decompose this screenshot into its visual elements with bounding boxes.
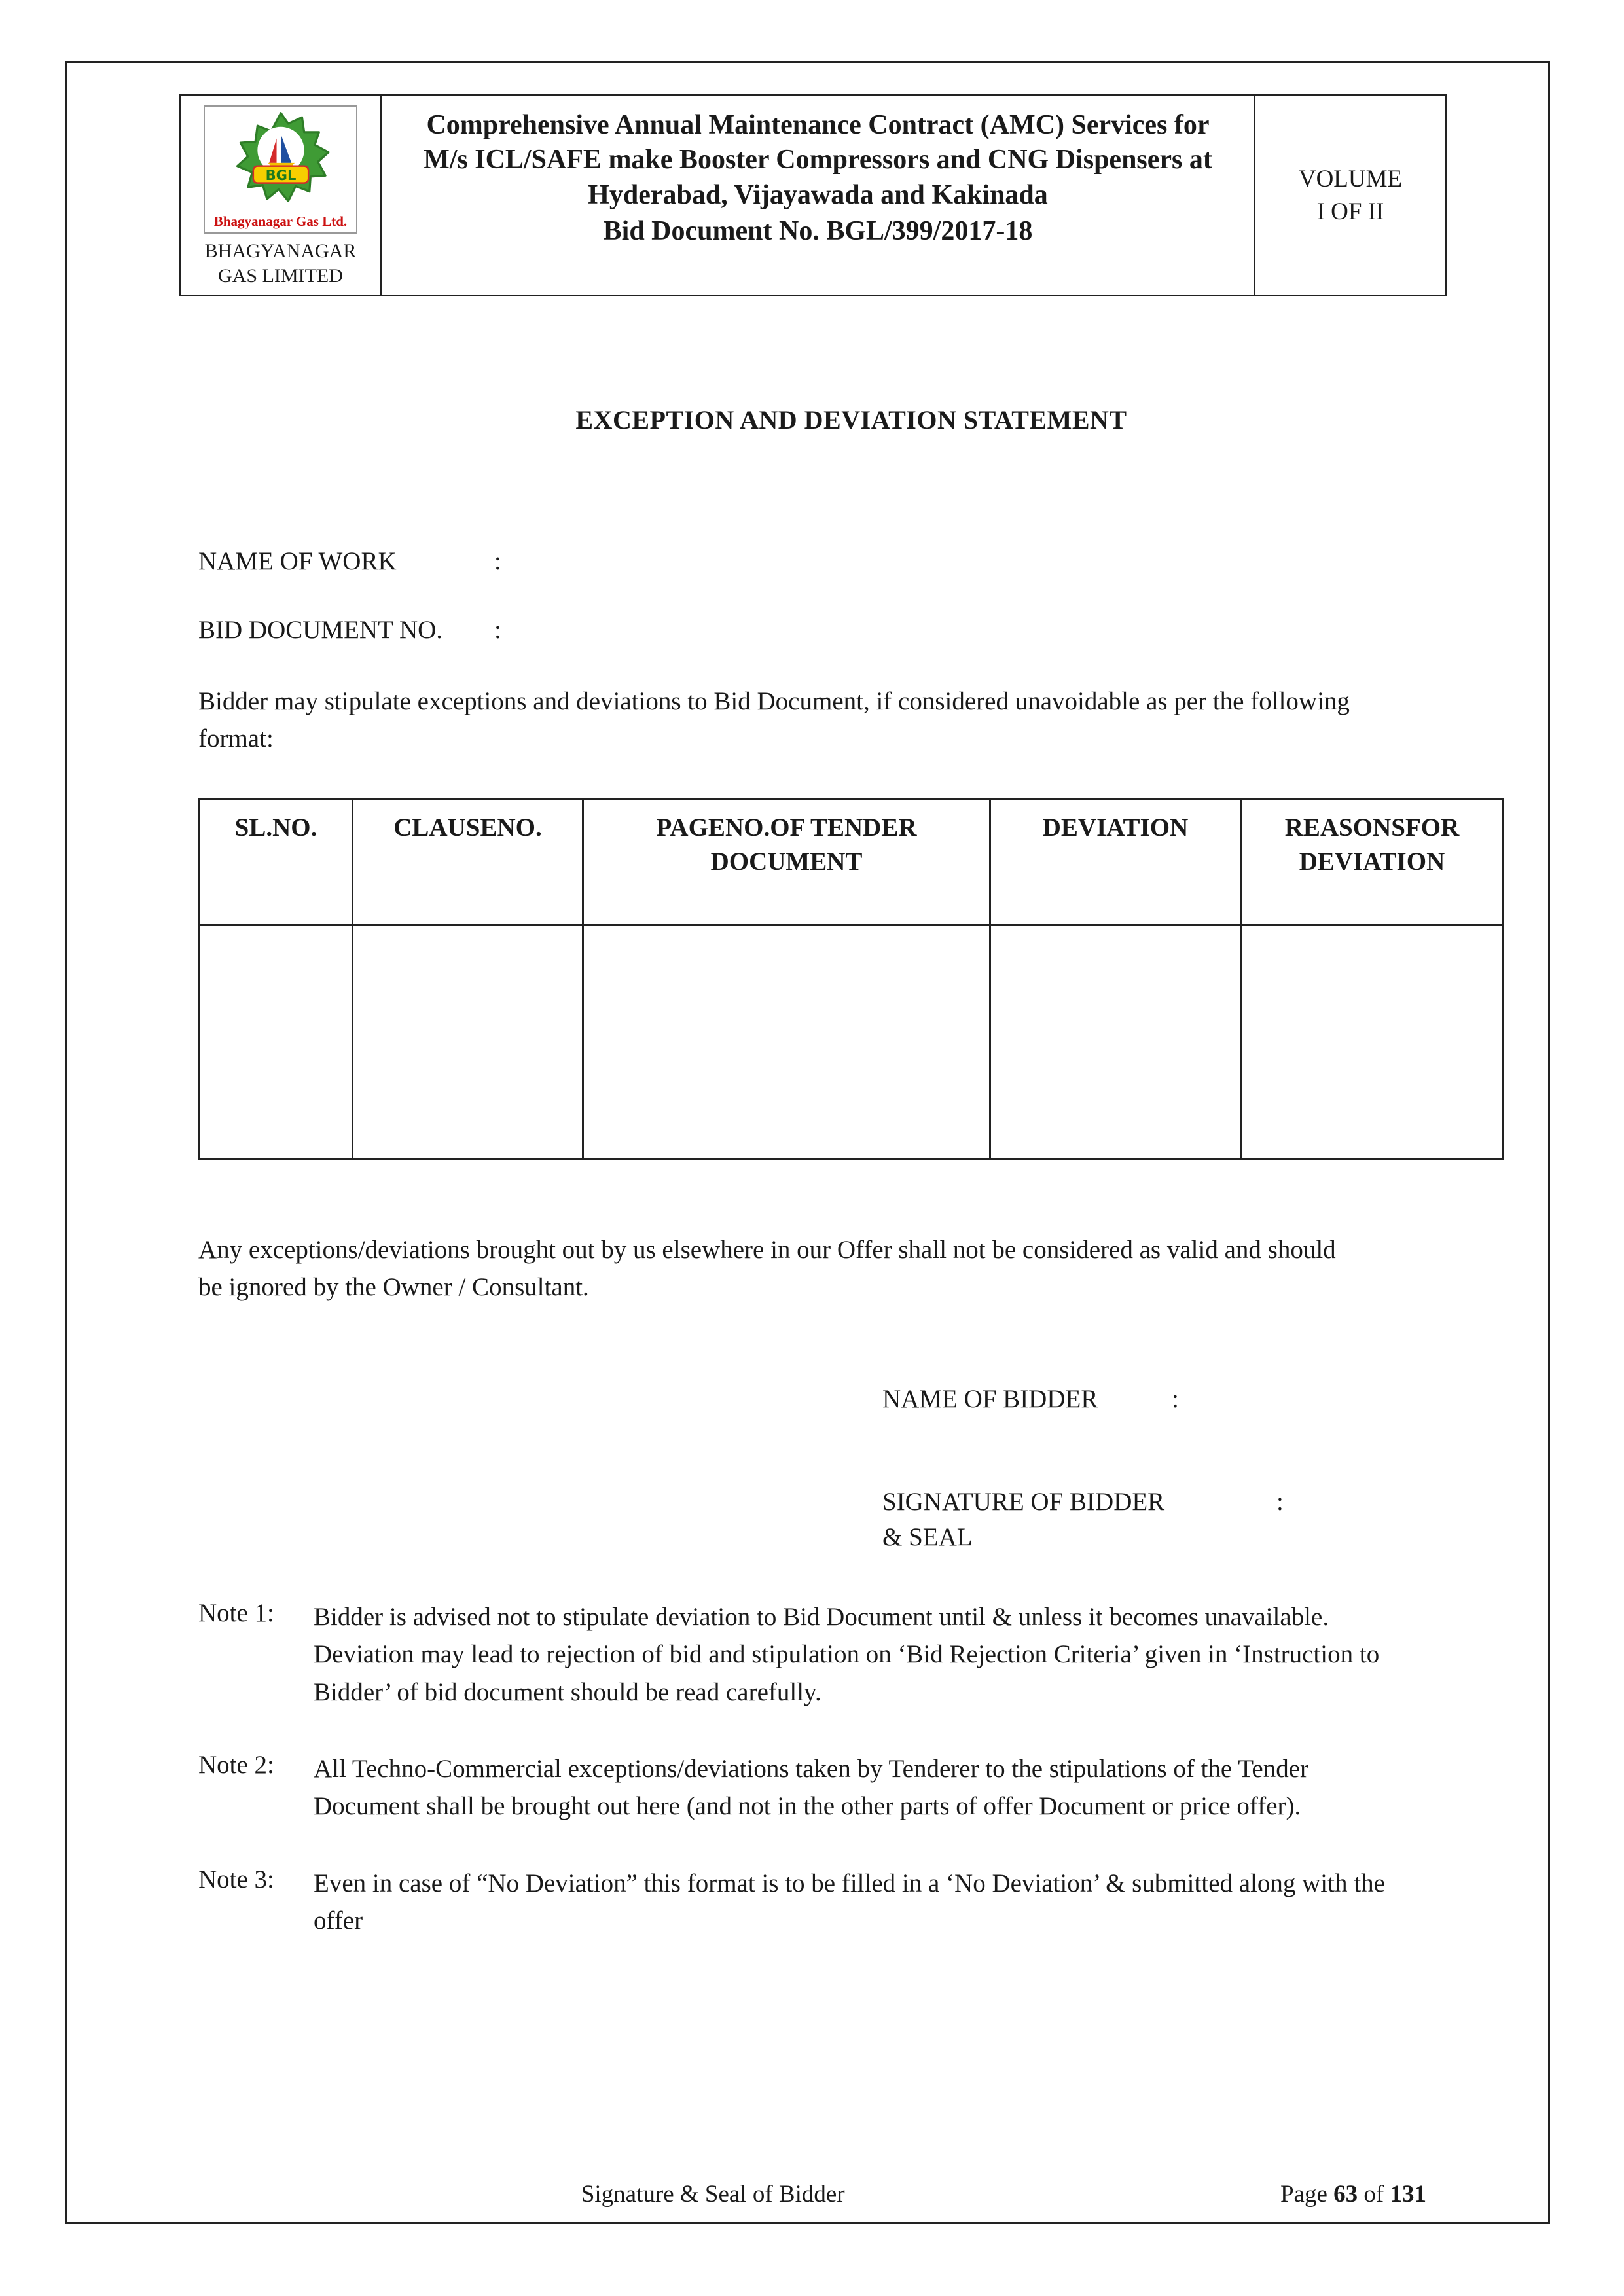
name-of-work-label: NAME OF WORK — [198, 547, 397, 575]
name-of-bidder-row — [882, 1384, 1504, 1414]
bid-document-number: Bid Document No. BGL/399/2017-18 — [603, 215, 1033, 246]
page-border — [65, 61, 1550, 2224]
org-name: BHAGYANAGAR GAS LIMITED — [204, 240, 357, 287]
note-1-row — [198, 1598, 1504, 1711]
logo-cell — [181, 96, 382, 295]
intro-paragraph: Bidder may stipulate exceptions and deviations to Bid Document, if considered unavoidable as per the following format: — [198, 687, 1350, 753]
logo-caption: Bhagyanagar Gas Ltd. — [213, 213, 348, 229]
note-3-text: Even in case of “No Deviation” this format is to be filled in a ‘No Deviation’ & submitted along with the offer — [314, 1869, 1385, 1935]
name-of-work-colon: : — [494, 547, 501, 575]
document-title: Comprehensive Annual Maintenance Contract (AMC) Services for M/s ICL/SAFE make Booster Compressors and CNG Dispensers at Hyderabad, Vijayawada and Kakinada — [424, 110, 1212, 210]
name-of-bidder-label: NAME OF BIDDER — [882, 1385, 1098, 1414]
page-indicator — [1280, 2180, 1426, 2208]
page-total: 131 — [1390, 2181, 1426, 2208]
bid-document-row — [198, 615, 1504, 645]
page-word: Page — [1280, 2181, 1327, 2208]
page-of-word: of — [1363, 2181, 1384, 2208]
volume-line1: VOLUME — [1298, 165, 1403, 192]
logo-monogram: BGL — [265, 166, 296, 183]
volume-cell — [1255, 96, 1445, 295]
note-3-label: Note 3: — [198, 1865, 274, 1893]
deviation-table-empty-row — [200, 925, 1504, 1159]
note-2-row — [198, 1750, 1504, 1825]
title-cell — [382, 96, 1255, 295]
note-3-row — [198, 1865, 1504, 1940]
volume-line2: I OF II — [1316, 198, 1384, 225]
name-of-work-row — [198, 547, 1504, 576]
notes-section — [198, 1598, 1504, 1939]
name-of-bidder-colon: : — [1172, 1385, 1179, 1414]
bid-document-label: BID DOCUMENT NO. — [198, 616, 443, 644]
section-heading: EXCEPTION AND DEVIATION STATEMENT — [575, 405, 1127, 435]
note-1-text: Bidder is advised not to stipulate deviation to Bid Document until & unless it becomes unavailable. Deviation may lead to rejection of bid and stipulation on ‘Bid Rejection Criteria’ given in ‘Instruction to Bidder’ of bid document should be read carefully. — [314, 1602, 1380, 1706]
deviation-table-header-row — [200, 799, 1504, 925]
logo-figure — [204, 105, 357, 234]
document-body — [198, 404, 1504, 1939]
col-header-pageno: PAGENO.OF TENDER DOCUMENT — [583, 799, 990, 925]
header-table — [179, 94, 1447, 296]
bidder-block — [882, 1384, 1504, 1556]
note-1-label: Note 1: — [198, 1598, 274, 1627]
col-header-deviation: DEVIATION — [990, 799, 1241, 925]
signature-colon: : — [1276, 1488, 1284, 1516]
empty-cell-deviation — [990, 925, 1241, 1159]
page-footer — [67, 2180, 1548, 2215]
signature-of-bidder-label: SIGNATURE OF BIDDER — [882, 1488, 1165, 1516]
deviation-table — [198, 798, 1504, 1160]
disclaimer-paragraph: Any exceptions/deviations brought out by us elsewhere in our Offer shall not be considered as valid and should be ignored by the Owner / Consultant. — [198, 1235, 1336, 1301]
bid-document-colon: : — [494, 616, 501, 644]
empty-cell-clauseno — [353, 925, 583, 1159]
empty-cell-reasons — [1241, 925, 1504, 1159]
signature-of-bidder-row — [882, 1487, 1504, 1516]
empty-cell-slno — [200, 925, 353, 1159]
note-2-text: All Techno-Commercial exceptions/deviations taken by Tenderer to the stipulations of the Tender Document shall be brought out here (and not in the other parts of offer Document or price offer). — [314, 1754, 1308, 1821]
col-header-reasons: REASONSFOR DEVIATION — [1241, 799, 1504, 925]
page-number: 63 — [1333, 2181, 1358, 2208]
seal-label: & SEAL — [882, 1523, 973, 1552]
bgl-logo-icon — [228, 111, 334, 209]
signature-seal-footer-text: Signature & Seal of Bidder — [581, 2181, 845, 2208]
col-header-slno: SL.NO. — [200, 799, 353, 925]
note-2-label: Note 2: — [198, 1750, 274, 1779]
empty-cell-pageno — [583, 925, 990, 1159]
col-header-clauseno: CLAUSENO. — [353, 799, 583, 925]
